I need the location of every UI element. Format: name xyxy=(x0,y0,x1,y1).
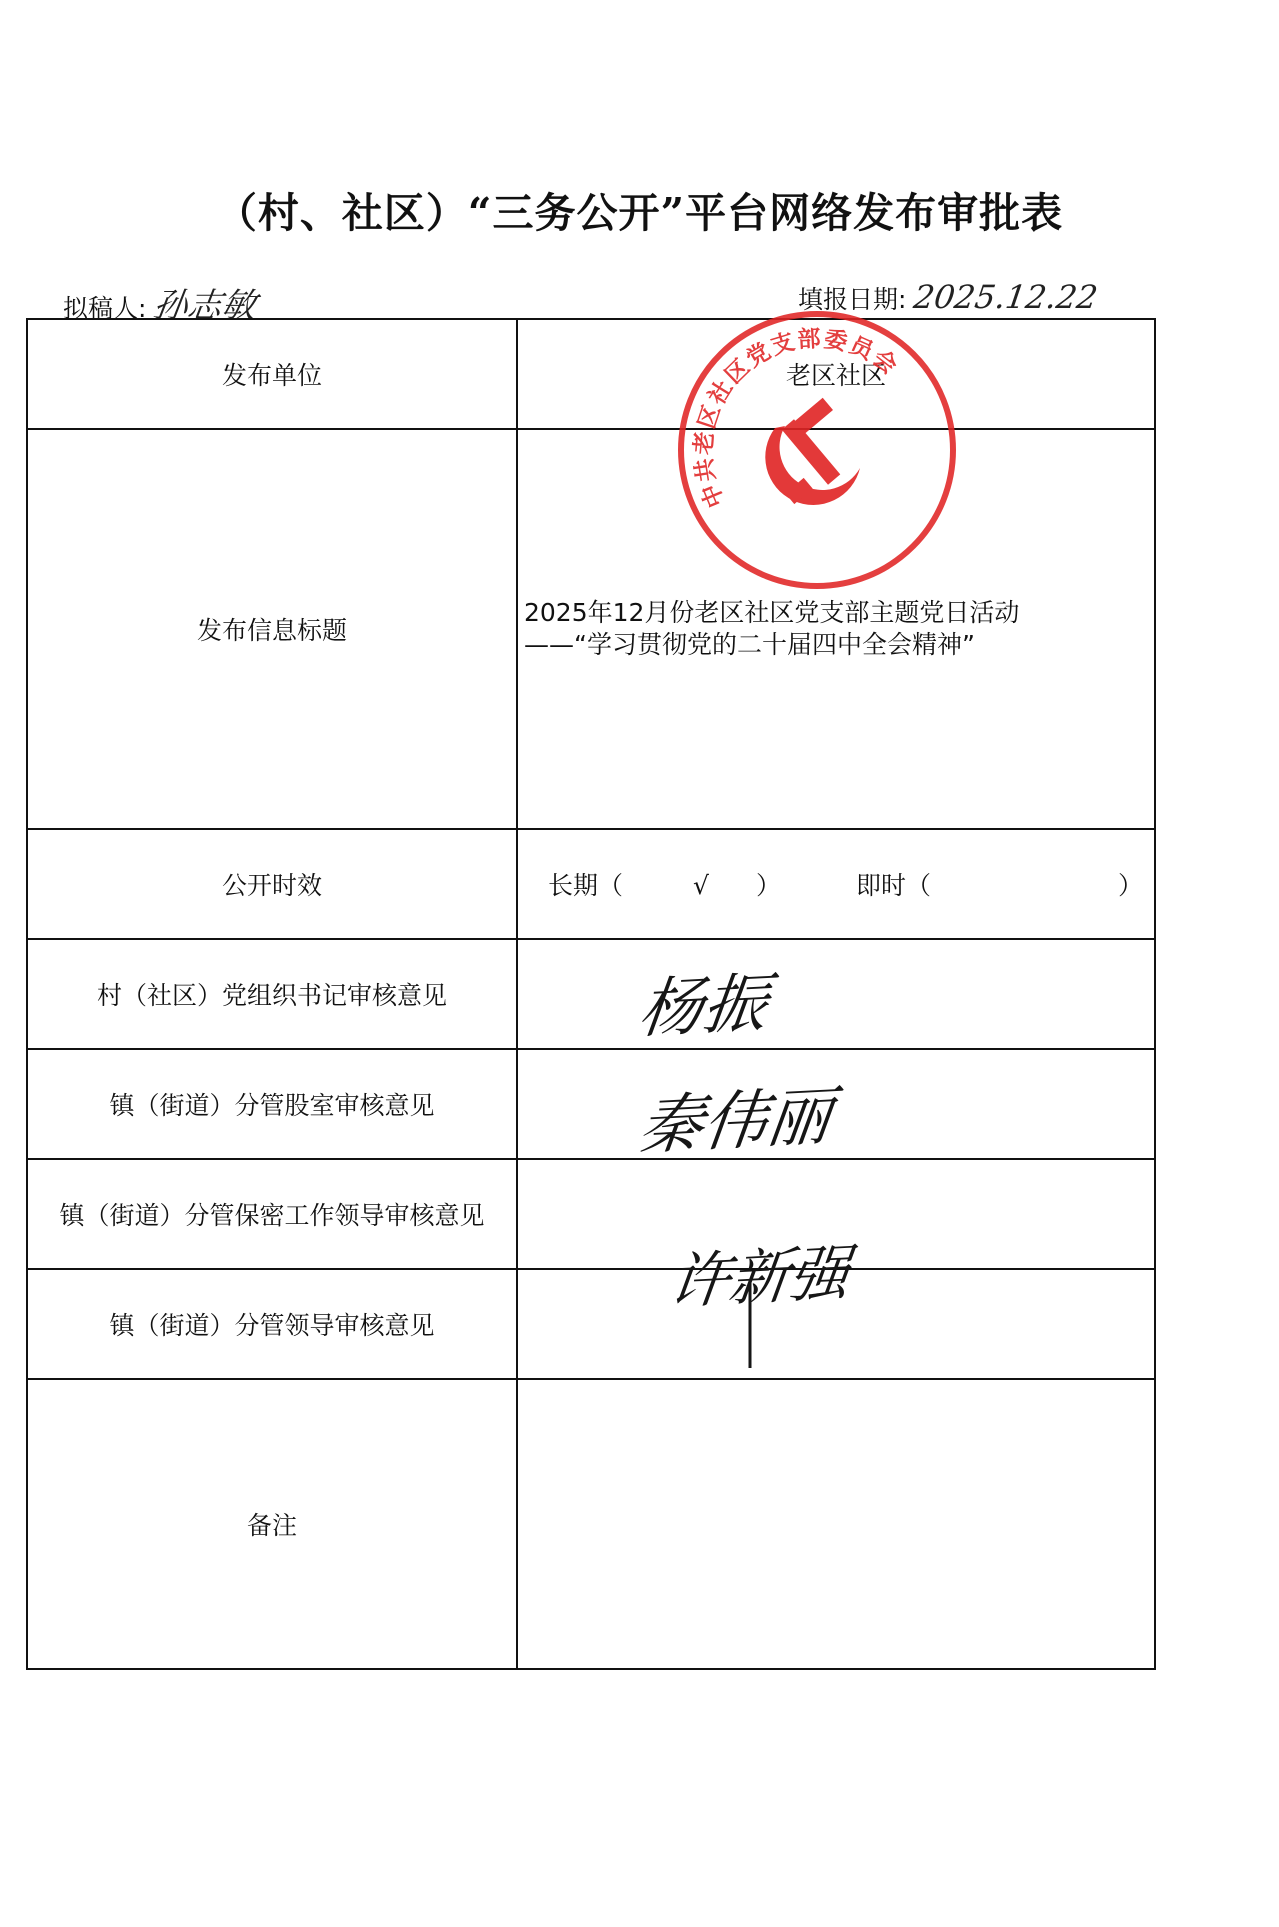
unit-label: 发布单位 xyxy=(27,319,517,429)
long-term-close: ） xyxy=(756,871,782,900)
info-title-line2: ——“学习贯彻党的二十届四中全会精神” xyxy=(524,630,975,659)
table-row xyxy=(27,829,1155,939)
secretary-label: 村（社区）党组织书记审核意见 xyxy=(27,939,517,1049)
table-row xyxy=(27,319,1155,429)
leader-signature: 许新强 xyxy=(665,1238,854,1319)
remarks-value xyxy=(517,1379,1155,1669)
period-value xyxy=(517,829,1155,939)
remarks-label: 备注 xyxy=(27,1379,517,1669)
signature-stroke xyxy=(740,1280,760,1370)
unit-value: 老区社区 xyxy=(517,319,1155,429)
table-row xyxy=(27,1379,1155,1669)
long-term-check-mark: √ xyxy=(693,871,709,900)
secretary-signature: 杨振 xyxy=(634,966,772,1048)
seal-text: 中共老区社区党支部委员会 xyxy=(689,324,904,512)
date-value: 2025.12.22 xyxy=(911,278,1101,316)
table-row xyxy=(27,1049,1155,1159)
info-title-label: 发布信息标题 xyxy=(27,429,517,829)
period-label: 公开时效 xyxy=(27,829,517,939)
drafter-signature: 孙志敏 xyxy=(151,286,259,326)
party-seal-stamp xyxy=(675,308,960,593)
long-term-option xyxy=(548,870,623,902)
section-label: 镇（街道）分管股室审核意见 xyxy=(27,1049,517,1159)
section-signature: 秦伟丽 xyxy=(634,1079,836,1165)
instant-label: 即时（ xyxy=(856,871,932,900)
table-row xyxy=(27,1159,1155,1269)
hammer-sickle-icon xyxy=(765,398,860,505)
form-title: （村、社区）“三务公开”平台网络发布审批表 xyxy=(215,189,1064,237)
table-row xyxy=(27,939,1155,1049)
table-row xyxy=(27,1269,1155,1379)
table-row xyxy=(27,429,1155,829)
leader-label: 镇（街道）分管领导审核意见 xyxy=(27,1269,517,1379)
info-title-line1: 2025年12月份老区社区党支部主题党日活动 xyxy=(524,598,1020,627)
security-label: 镇（街道）分管保密工作领导审核意见 xyxy=(27,1159,517,1269)
long-term-label: 长期（ xyxy=(548,871,624,900)
drafter-label: 拟稿人: xyxy=(63,294,147,323)
approval-table xyxy=(26,318,1156,1670)
date-label: 填报日期: xyxy=(798,285,907,314)
instant-close: ） xyxy=(1118,871,1144,900)
secretary-value xyxy=(517,939,1155,1049)
